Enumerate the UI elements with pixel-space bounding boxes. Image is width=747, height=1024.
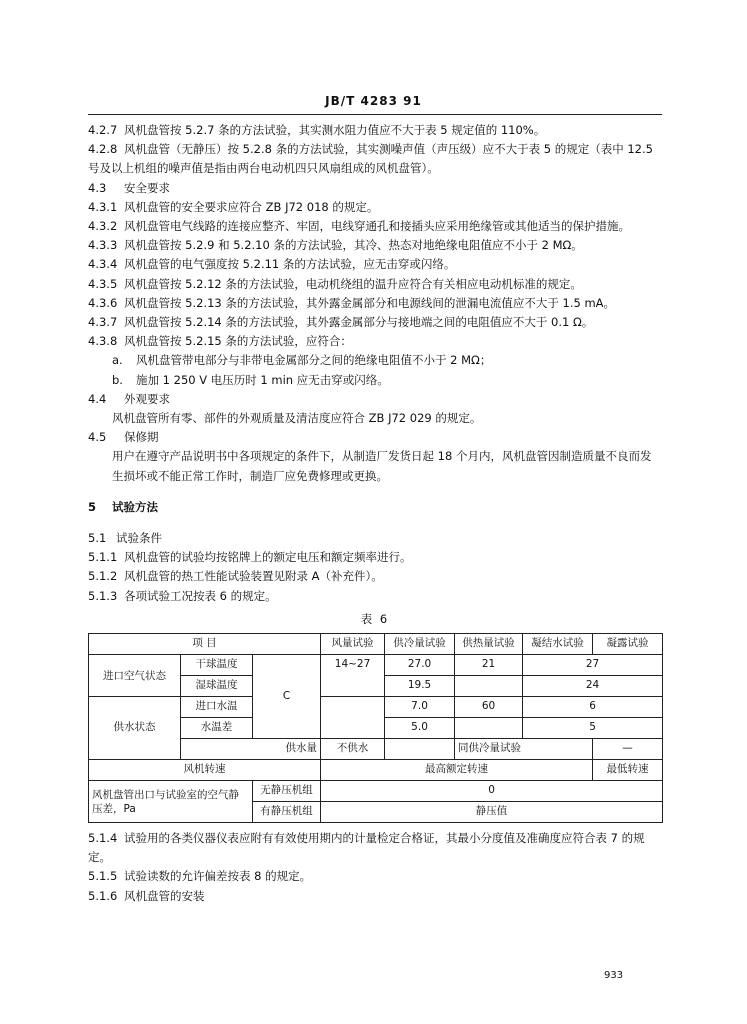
header-heating: 供热量试验 (455, 634, 523, 655)
para-4-3-7: 4.3.7 风机盘管按 5.2.14 条的方法试验，其外露金属部分与接地端之间的电阻值应不大于 0.1 Ω。 (88, 315, 594, 330)
para-4-2-8: 4.2.8 风机盘管（无静压）按 5.2.8 条的方法试验，其实测噪声值（声压级）应不大于表 5 的规定（表中 12.5号及以上机组的噪声值是指由两台电动机四只风扇组成的风机盘管）。 (88, 142, 653, 176)
cooling-wet: 19.5 (385, 676, 455, 697)
table-header-row (89, 634, 663, 655)
min-speed: 最低转速 (593, 760, 663, 781)
cooling-flow-empty (385, 739, 455, 760)
spacer (88, 517, 662, 529)
cond-dew-temp-diff: 5 (523, 718, 663, 739)
table-6-caption: 表 6 (360, 611, 390, 626)
table-row (89, 781, 663, 802)
header-cooling: 供冷量试验 (385, 634, 455, 655)
cooling-dry: 27.0 (385, 655, 455, 676)
no-static-label: 无静压机组 (253, 781, 321, 802)
no-water: 不供水 (321, 739, 385, 760)
list-item-b: b. 施加 1 250 V 电压历时 1 min 应无击穿或闪络。 (112, 372, 389, 387)
para-5-1-5: 5.1.5 试验读数的允许偏差按表 8 的规定。 (88, 869, 312, 884)
water-temp-diff-label: 水温差 (181, 718, 253, 739)
cooling-inlet-temp: 7.0 (385, 697, 455, 718)
table-row (89, 760, 663, 781)
para-4-3: 4.3 安全要求 (88, 180, 170, 195)
heading-4-4: 4.4 外观要求 (88, 391, 170, 406)
heading-5: 5 试验方法 (88, 499, 158, 514)
static-value: 静压值 (321, 802, 663, 823)
para-4-4-text: 风机盘管所有零、部件的外观质量及清洁度应符合 ZB J72 029 的规定。 (112, 411, 482, 426)
header-airflow: 风量试验 (321, 634, 385, 655)
para-5-1-1: 5.1.1 风机盘管的试验均按铭牌上的额定电压和额定频率进行。 (88, 550, 412, 565)
water-label: 供水状态 (89, 697, 181, 760)
static-pressure-label: 风机盘管出口与试验室的空气静压差，Pa (89, 781, 253, 823)
page-number: 933 (604, 970, 624, 981)
water-flow-label: 供水量 (181, 739, 321, 760)
max-speed: 最高额定转速 (321, 760, 593, 781)
para-5-1-6: 5.1.6 风机盘管的安装 (88, 888, 205, 903)
list-item-a: a. 风机盘管带电部分与非带电金属部分之间的绝缘电阻值不小于 2 MΩ； (112, 353, 492, 368)
document-body (88, 121, 662, 906)
dew-flow-dash: — (593, 739, 663, 760)
table-row (89, 697, 663, 718)
fan-speed-label: 风机转速 (89, 760, 321, 781)
zero-value: 0 (321, 781, 663, 802)
para-5-1-3: 5.1.3 各项试验工况按表 6 的规定。 (88, 588, 277, 603)
cond-dew-inlet-temp: 6 (523, 697, 663, 718)
header-rule (88, 114, 662, 115)
para-4-3-3: 4.3.3 风机盘管按 5.2.9 和 5.2.10 条的方法试验，其冷、热态对地绝缘电阻值应不小于 2 MΩ。 (88, 238, 583, 253)
para-4-3-5: 4.3.5 风机盘管按 5.2.12 条的方法试验，电动机绕组的温升应符合有关相应电动机标准的规定。 (88, 276, 582, 291)
para-4-5-text: 用户在遵守产品说明书中各项规定的条件下，从制造厂发货日起 18 个月内，风机盘管因制造质量不良而发生损坏或不能正常工作时，制造厂应免费修理或更换。 (112, 449, 652, 483)
inlet-water-temp-label: 进口水温 (181, 697, 253, 718)
wet-bulb-label: 湿球温度 (181, 676, 253, 697)
para-4-2-7: 4.2.7 风机盘管按 5.2.7 条的方法试验，其实测水阻力值应不大于表 5 规定值的 110%。 (88, 123, 546, 137)
header-dew: 凝露试验 (593, 634, 663, 655)
table-6 (88, 633, 663, 823)
after-table (88, 829, 662, 906)
airflow-water-empty (321, 697, 385, 739)
heating-temp-diff-empty (455, 718, 523, 739)
cooling-temp-diff: 5.0 (385, 718, 455, 739)
heading-5-1: 5.1 试验条件 (88, 531, 162, 546)
header-item: 项 目 (89, 634, 321, 655)
heating-inlet-temp: 60 (455, 697, 523, 718)
para-5-1-4: 5.1.4 试验用的各类仪器仪表应附有有效使用期内的计量检定合格证，其最小分度值及准确度应符合表 7 的规定。 (88, 831, 645, 865)
airflow-range: 14~27 (321, 655, 385, 697)
page-header: JB/T 4283 91 (325, 94, 422, 108)
heating-dry: 21 (455, 655, 523, 676)
para-4-3-6: 4.3.6 风机盘管按 5.2.13 条的方法试验，其外露金属部分和电源线间的泄漏电流值应不大于 1.5 mA。 (88, 295, 616, 310)
header-condensate: 凝结水试验 (523, 634, 593, 655)
unit-c: C (253, 655, 321, 739)
heating-wet-empty (455, 676, 523, 697)
cond-dew-dry: 27 (523, 655, 663, 676)
para-4-3-2: 4.3.2 风机盘管电气线路的连接应整齐、牢固，电线穿通孔和接插头应采用绝缘管或其他适当的保护措施。 (88, 219, 630, 234)
spacer (88, 486, 662, 498)
cond-dew-wet: 24 (523, 676, 663, 697)
table-row (89, 655, 663, 676)
dry-bulb-label: 干球温度 (181, 655, 253, 676)
with-static-label: 有静压机组 (253, 802, 321, 823)
para-4-3-8: 4.3.8 风机盘管按 5.2.15 条的方法试验，应符合： (88, 334, 352, 349)
para-4-3-1: 4.3.1 风机盘管的安全要求应符合 ZB J72 018 的规定。 (88, 199, 379, 214)
para-4-3-4: 4.3.4 风机盘管的电气强度按 5.2.11 条的方法试验，应无击穿或闪络。 (88, 257, 456, 272)
inlet-air-label: 进口空气状态 (89, 655, 181, 697)
same-as-cooling: 同供冷量试验 (455, 739, 593, 760)
heading-4-5: 4.5 保修期 (88, 430, 159, 445)
para-5-1-2: 5.1.2 风机盘管的热工性能试验装置见附录 A（补充件）。 (88, 569, 383, 584)
